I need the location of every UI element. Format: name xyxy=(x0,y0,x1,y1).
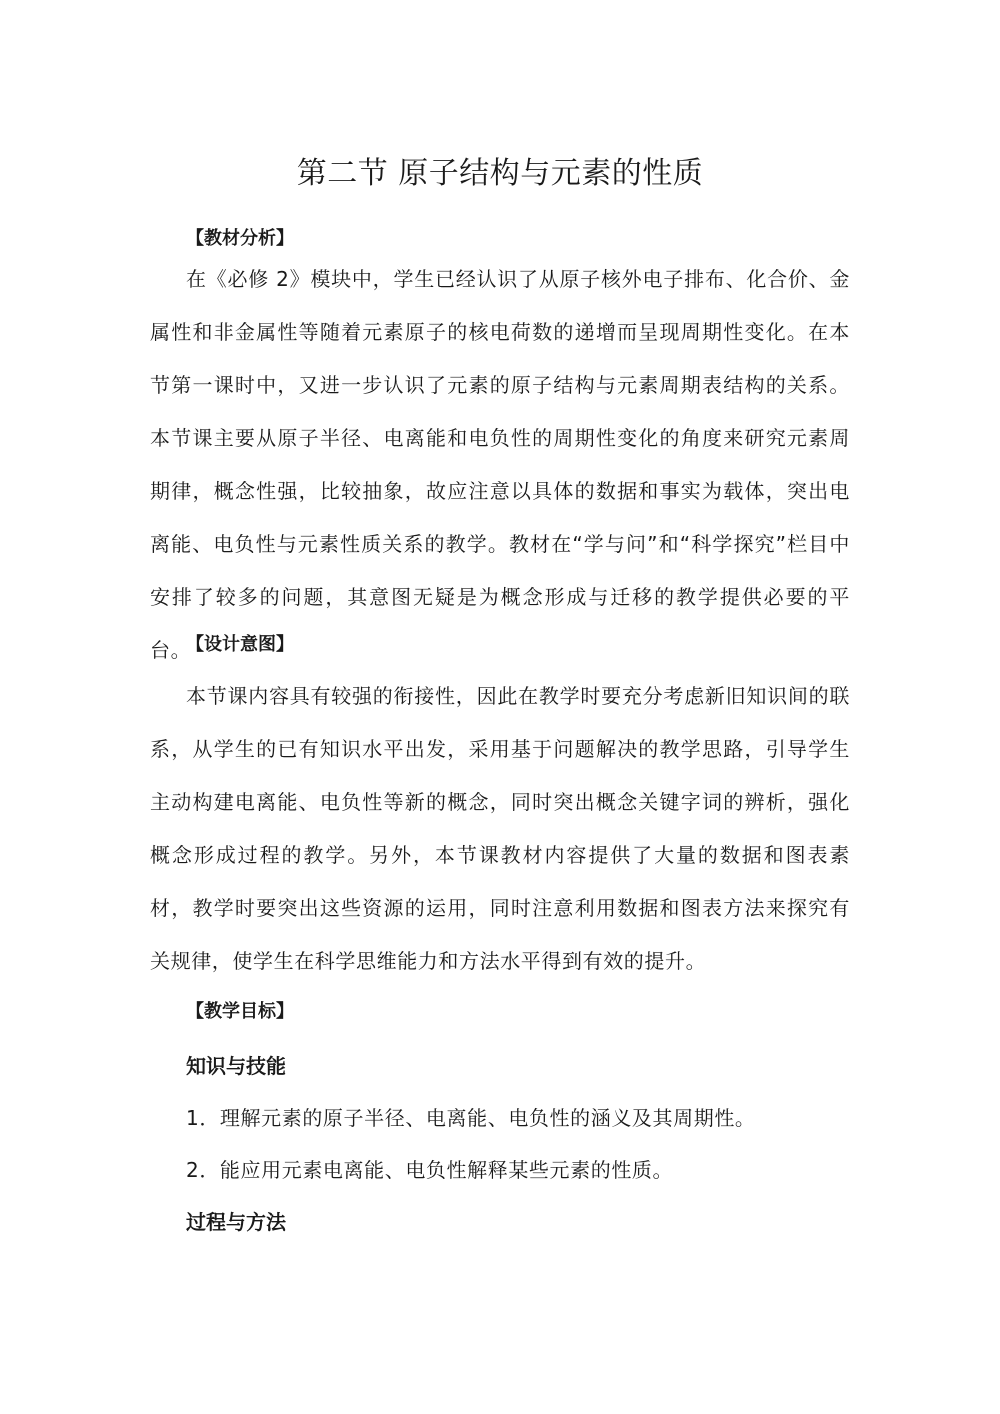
section-heading-textbook-analysis: 【教材分析】 xyxy=(186,228,294,249)
paragraph-design-intent: 本节课内容具有较强的衔接性，因此在教学时要充分考虑新旧知识间的联系，从学生的已有知识水平出发，采用基于问题解决的教学思路，引导学生主动构建电离能、电负性等新的概念，同时突出概念关键字词的辨析，强化概念形成过程的教学。另外，本节课教材内容提供了大量的数据和图表素材，教学时要突出这些资源的运用，同时注意利用数据和图表方法来探究有关规律，使学生在科学思维能力和方法水平得到有效的提升。 xyxy=(150,684,850,973)
subsection-title-process-methods: 过程与方法 xyxy=(186,1210,286,1234)
paragraph-textbook-analysis: 在《必修 2》模块中，学生已经认识了从原子核外电子排布、化合价、金属性和非金属性等随着元素原子的核电荷数的递增而呈现周期性变化。在本节第一课时中，又进一步认识了元素的原子结构与元素周期表结构的关系。本节课主要从原子半径、电离能和电负性的周期性变化的角度来研究元素周期律，概念性强，比较抽象，故应注意以具体的数据和事实为载体，突出电离能、电负性与元素性质关系的教学。教材在“学与问”和“科学探究”栏目中安排了较多的问题，其意图无疑是为概念形成与迁移的教学提供必要的平台。 xyxy=(150,267,850,662)
section-heading-teaching-goals: 【教学目标】 xyxy=(186,1001,294,1022)
goal-item-2: 2．能应用元素电离能、电负性解释某些元素的性质。 xyxy=(186,1158,674,1182)
section-heading-design-intent: 【设计意图】 xyxy=(186,634,294,655)
document-title: 第二节 原子结构与元素的性质 xyxy=(296,156,704,191)
subsection-title-knowledge-skills: 知识与技能 xyxy=(186,1054,286,1078)
goal-item-1: 1．理解元素的原子半径、电离能、电负性的涵义及其周期性。 xyxy=(186,1106,756,1130)
